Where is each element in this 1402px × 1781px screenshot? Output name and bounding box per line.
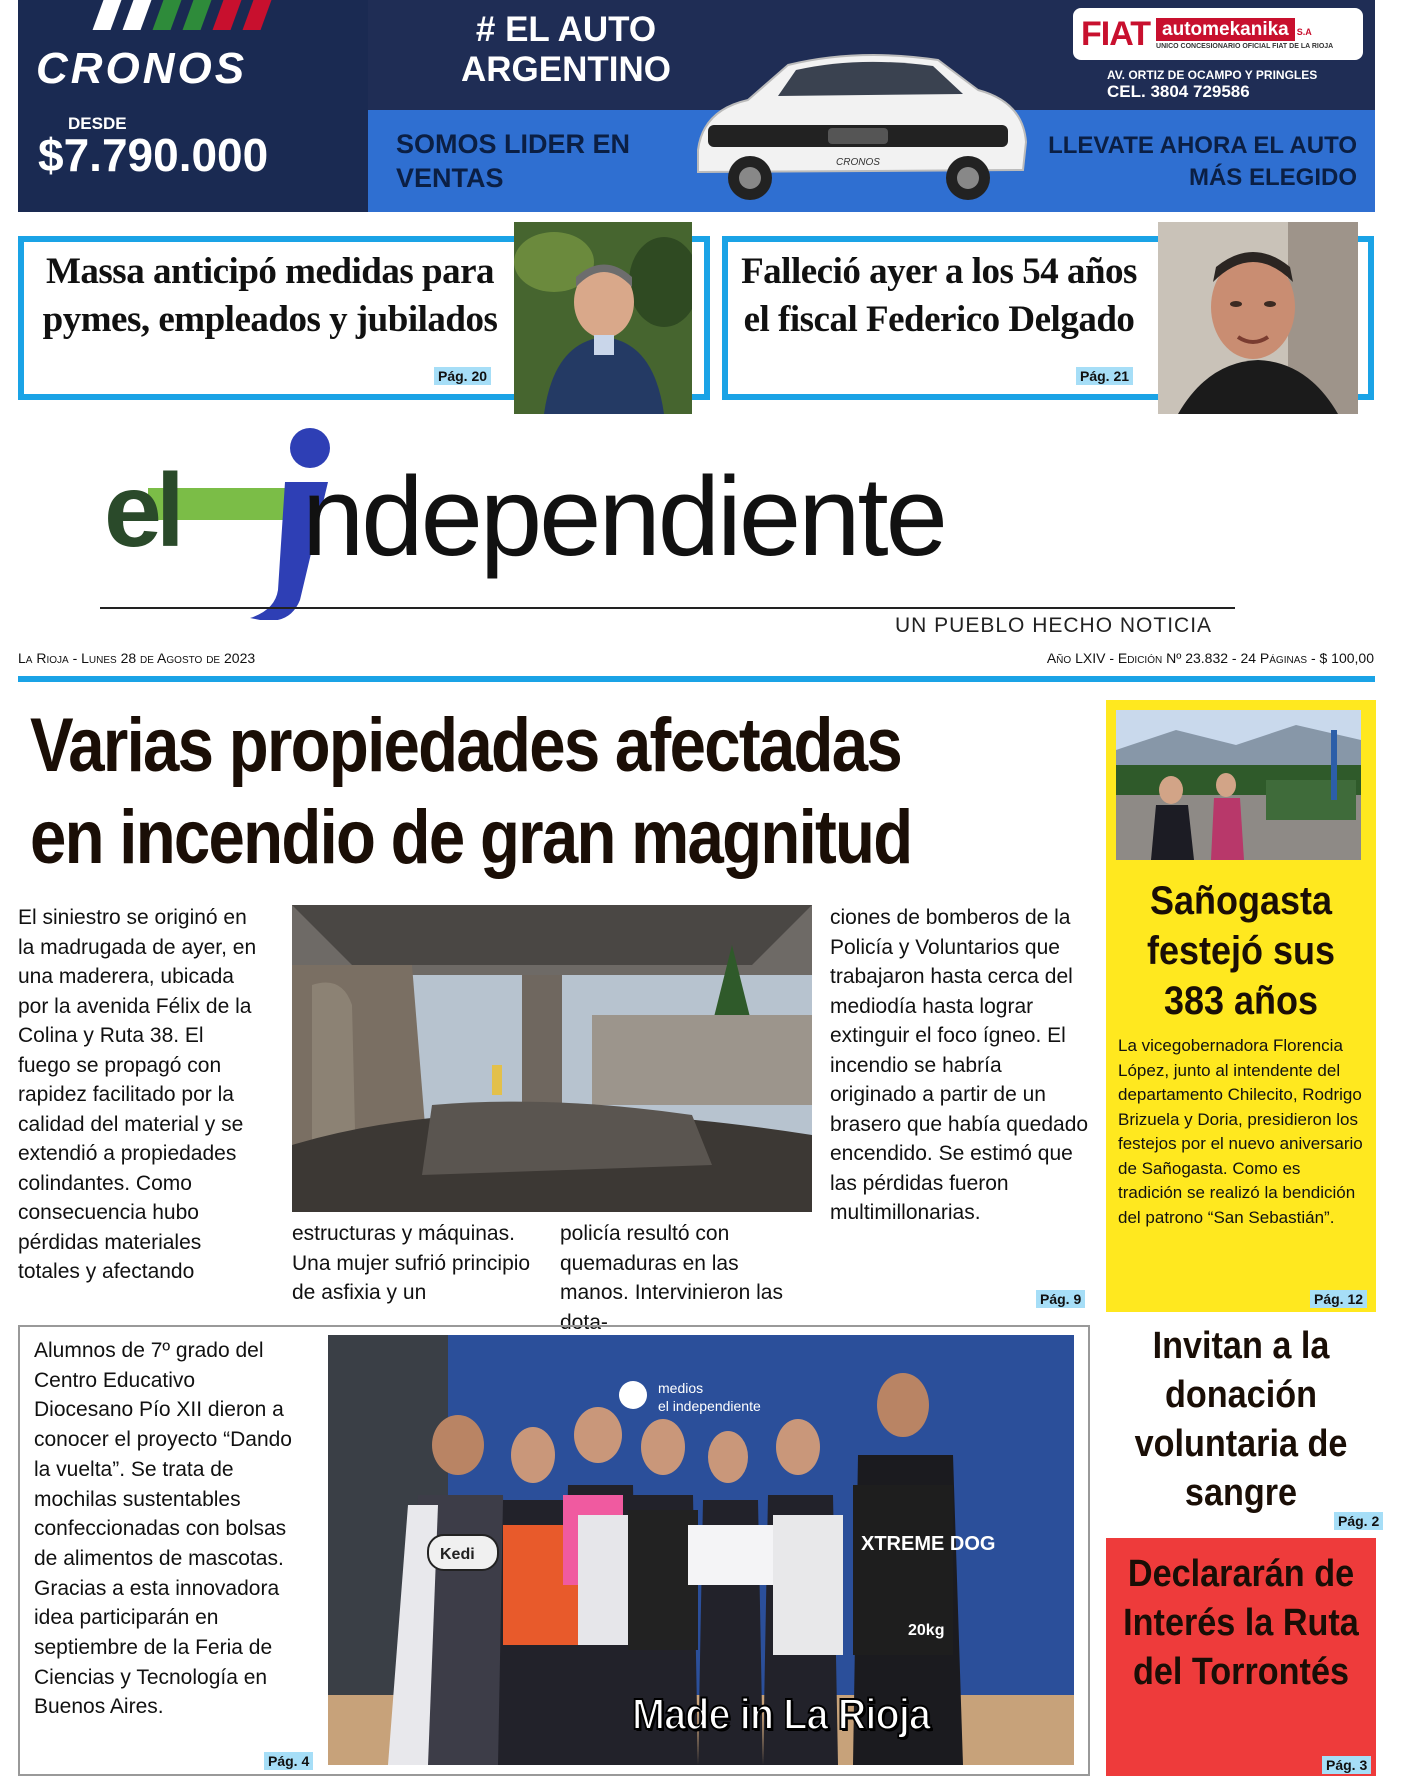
sanogasta-photo — [1116, 710, 1361, 860]
sanogasta-page: Pág. 12 — [1310, 1290, 1367, 1308]
sanogasta-text: La vicegobernadora Florencia López, junto al intendente del departamento Chilecito, Rodrigo Brizuela y Doria, presidieron los festejos por el nuevo aniversario de Sañogasta. Como es tradición se realizó la bendición del patrono “San Sebastián”. — [1118, 1036, 1363, 1227]
top-advertisement[interactable] — [18, 0, 1375, 212]
main-column-2: estructuras y máquinas. Una mujer sufrió principio de asfixia y un — [292, 1222, 531, 1304]
teaser-delgado-text[interactable]: Falleció ayer a los 54 años el fiscal Federico Delgado — [741, 251, 1137, 340]
ad-price: $7.790.000 — [38, 129, 269, 181]
car-image — [678, 30, 1038, 205]
photo-caption: Made in La Rioja — [632, 1690, 931, 1739]
wall-sign-medios: medios — [658, 1380, 704, 1396]
dealer-block — [1073, 8, 1363, 108]
donation-headline[interactable]: Invitan a la donación voluntaria de sangre — [1134, 1325, 1348, 1514]
masthead-el: el — [104, 453, 179, 569]
donation-page: Pág. 2 — [1334, 1512, 1383, 1530]
bag-xtreme-dog: XTREME DOG — [861, 1533, 996, 1555]
divider — [18, 676, 1375, 682]
brand-stripes — [98, 0, 266, 30]
ad-model-name: CRONOS — [36, 44, 248, 93]
ad-desde: DESDE — [68, 114, 127, 133]
main-column-1: El siniestro se originó en la madrugada de ayer, en una maderera, ubicada por la avenida Félix de la Colina y Ruta 38. El fuego se propagó con rapidez facilitado por la calidad del material y se extendió a propiedades colindantes. Como consecuencia hubo pérdidas materiales totales y afectando — [18, 906, 257, 1283]
massa-photo — [514, 222, 692, 414]
masthead-independiente: ndependiente — [302, 454, 945, 579]
main-headline-line-2[interactable]: en incendio de gran magnitud — [30, 795, 912, 880]
dealer-logo — [1073, 8, 1363, 60]
ad-llevate: LLEVATE AHORA EL AUTO MÁS ELEGIDO — [1048, 132, 1357, 191]
bag-kedi: Kedi — [440, 1546, 475, 1563]
dealer-phone: CEL. 3804 729586 — [1107, 82, 1250, 101]
ad-lider: SOMOS LIDER EN VENTAS — [396, 129, 631, 193]
teaser-massa-text[interactable]: Massa anticipó medidas para pymes, empleados y jubilados — [42, 251, 498, 340]
fire-photo — [292, 905, 812, 1212]
main-column-4: ciones de bomberos de la Policía y Voluntarios que trabajaron hasta cerca del mediodía hasta lograr extinguir el foco ígneo. El incendio se habría originado a partir de un brasero que había quedado encendido. Se estimó que las pérdidas fueron multimillonarias. — [830, 906, 1089, 1224]
car-plate: CRONOS — [836, 157, 880, 168]
dealer-suffix: S.A — [1296, 26, 1312, 37]
sanogasta-headline[interactable]: Sañogasta festejó sus 383 años — [1146, 879, 1336, 1023]
dealer-sub: UNICO CONCESIONARIO OFICIAL FIAT DE LA RIOJA — [1156, 42, 1334, 50]
made-in-la-rioja-text: Alumnos de 7º grado del Centro Educativo Diocesano Pío XII dieron a conocer el proyecto “Dando la vuelta”. Se trata de mochilas sustentables confeccionadas con bolsas de alimentos de mascotas. Gracias a esta innovadora idea participarán en septiembre de la Feria de Ciencias y Tecnología en Buenos Aires. — [34, 1339, 292, 1719]
fiat-logo: FIAT — [1081, 14, 1151, 53]
ad-hashtag: # EL AUTO ARGENTINO — [461, 10, 671, 89]
dateline: La Rioja - Lunes 28 de Agosto de 2023 — [18, 650, 256, 666]
teaser-delgado-page: Pág. 21 — [1076, 367, 1133, 385]
main-headline-line-1[interactable]: Varias propiedades afectadas — [30, 703, 901, 788]
teaser-massa-page: Pág. 20 — [434, 367, 491, 385]
wall-sign-independiente: el independiente — [658, 1398, 761, 1414]
made-in-la-rioja-page: Pág. 4 — [264, 1752, 313, 1770]
masthead-slogan: UN PUEBLO HECHO NOTICIA — [895, 614, 1213, 637]
edition-info: Año LXIV - Edición Nº 23.832 - 24 Páginas - $ 100,00 — [1046, 650, 1374, 666]
delgado-photo — [1158, 222, 1358, 414]
bag-weight: 20kg — [908, 1622, 945, 1639]
dealer-address: AV. ORTIZ DE OCAMPO Y PRINGLES — [1107, 68, 1318, 82]
torrontes-page: Pág. 3 — [1322, 1756, 1371, 1774]
ad-left-panel — [18, 0, 368, 212]
main-column-3: policía resultó con quemaduras en las manos. Intervinieron las dota- — [560, 1222, 783, 1334]
dealer-name: automekanika — [1156, 18, 1295, 41]
main-headline[interactable] — [30, 700, 942, 884]
torrontes-headline[interactable]: Declararán de Interés la Ruta del Torrontés — [1123, 1553, 1359, 1693]
main-story-page: Pág. 9 — [1036, 1290, 1085, 1308]
